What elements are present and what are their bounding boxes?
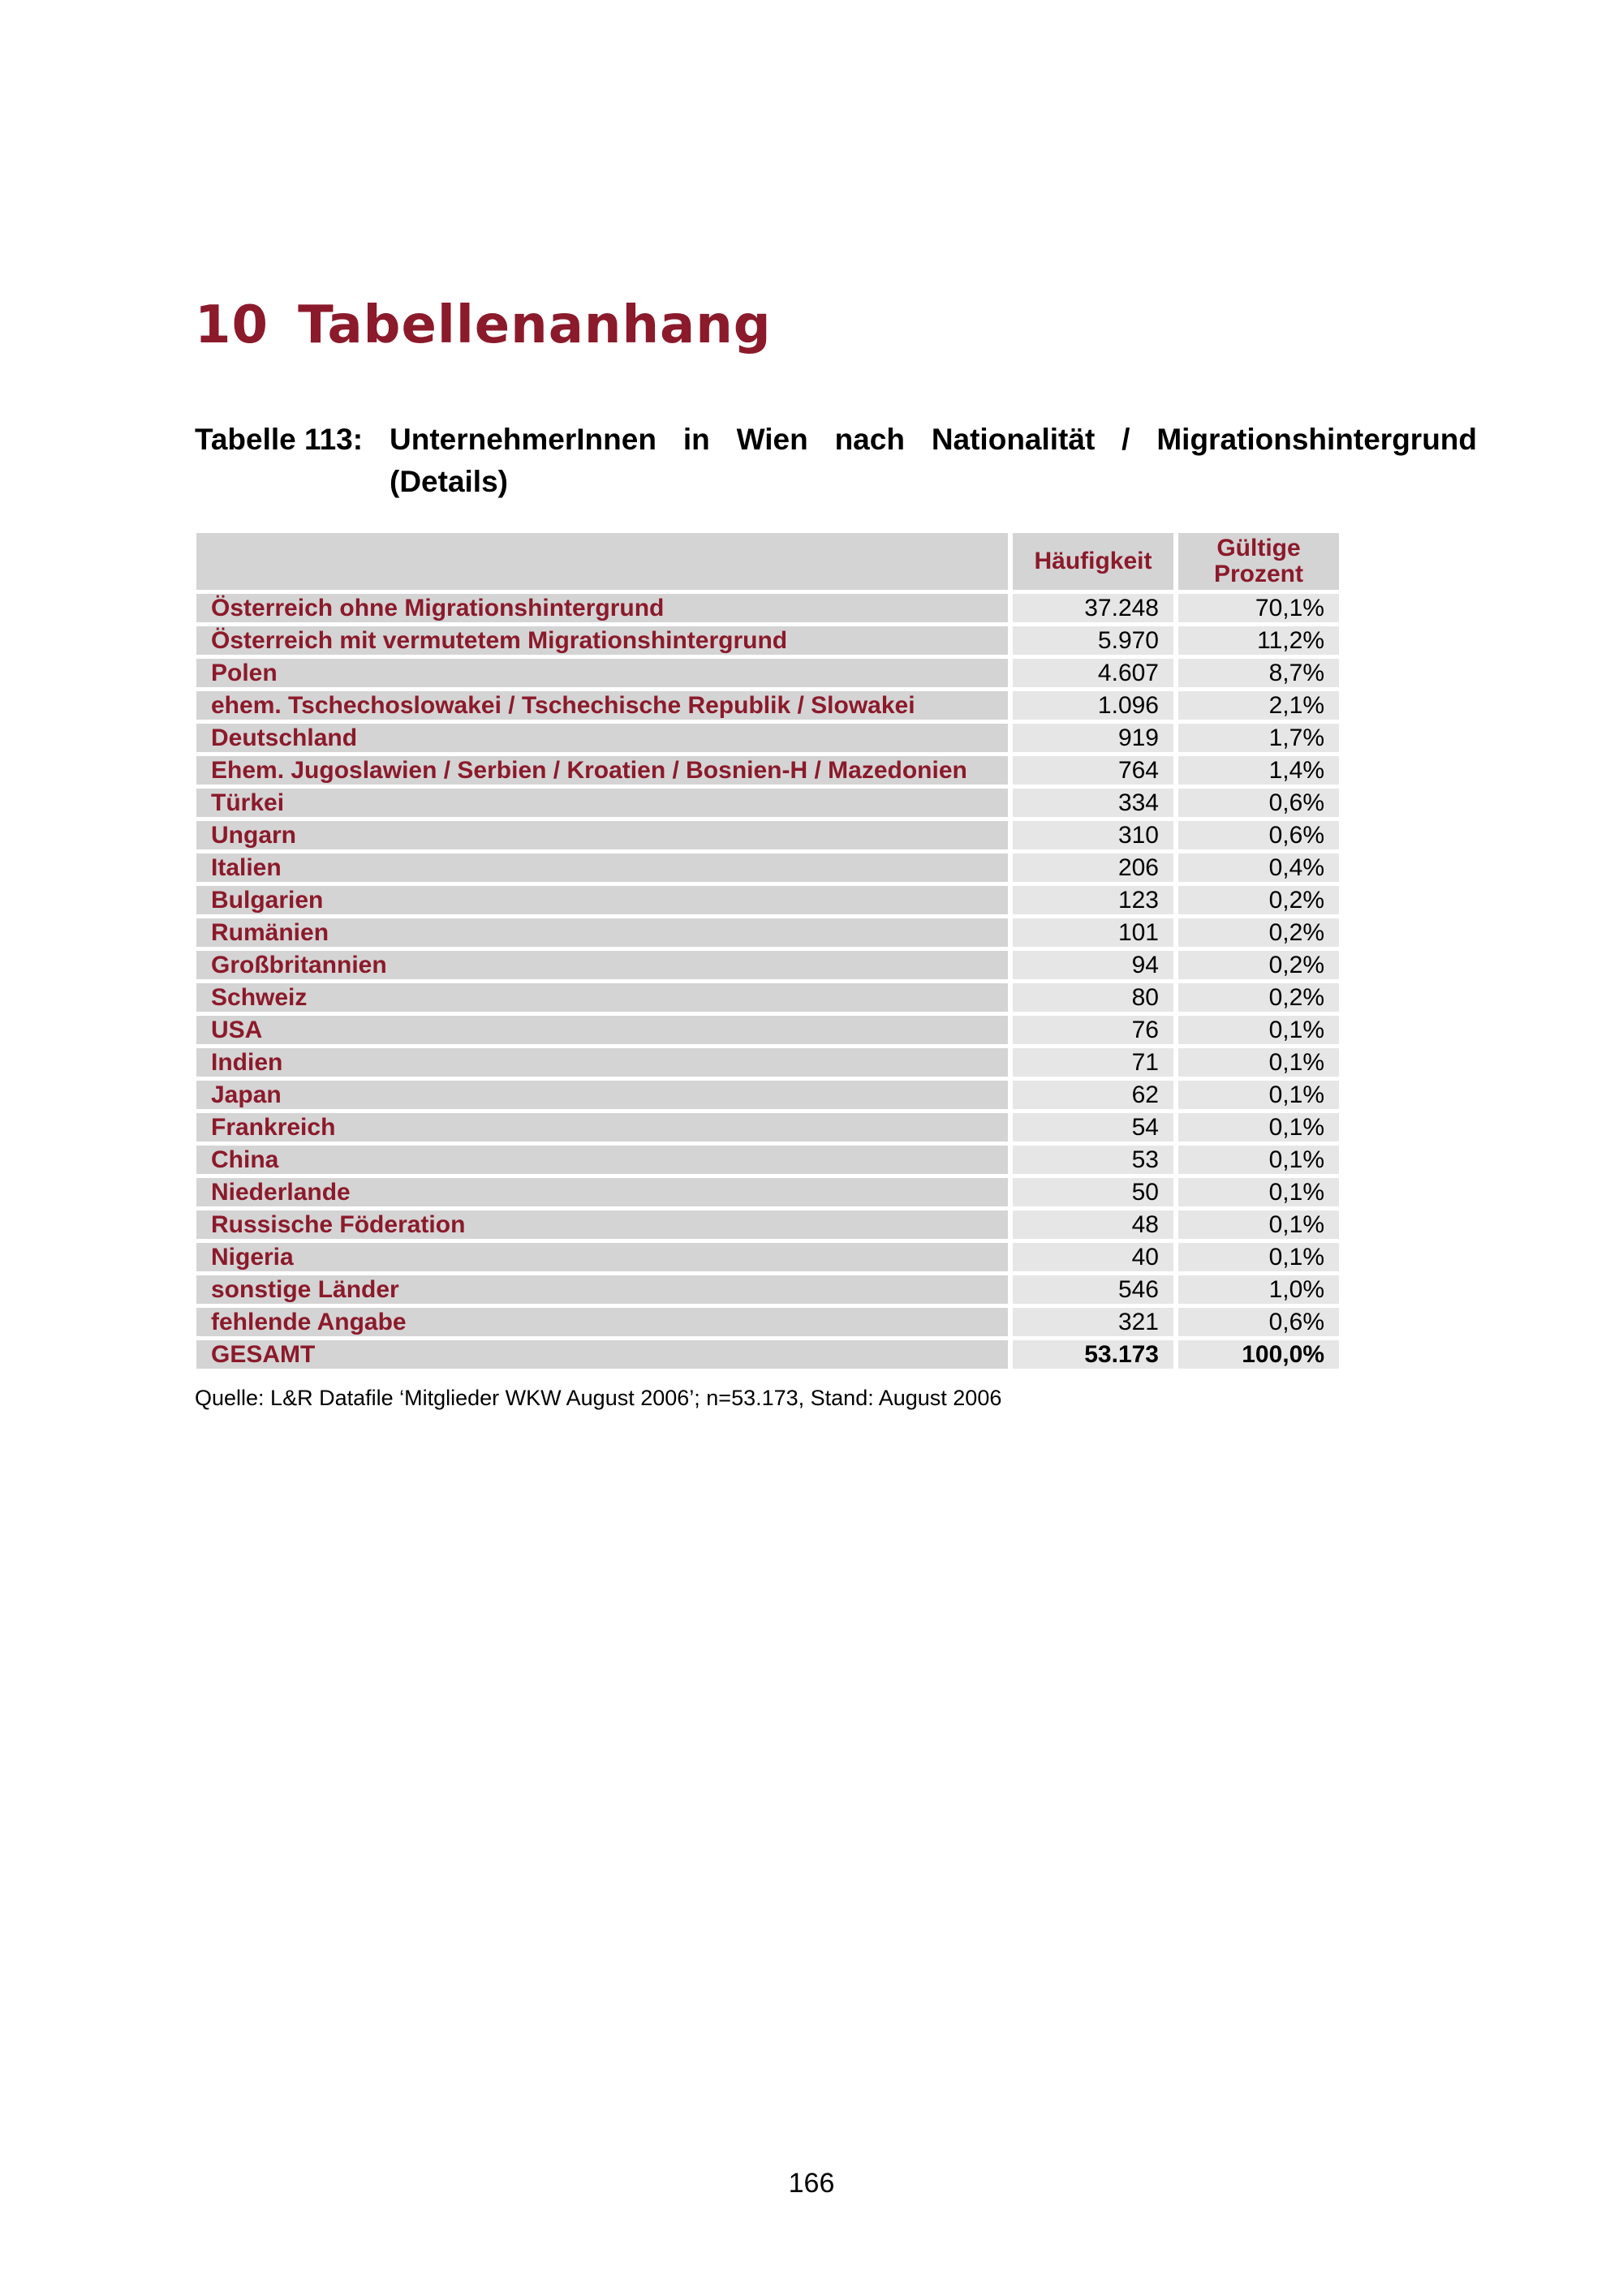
header-percent-line2: Prozent xyxy=(1213,561,1303,587)
row-percent: 70,1% xyxy=(1178,594,1339,622)
table-row xyxy=(196,659,1339,687)
header-frequency: Häufigkeit xyxy=(1013,533,1173,590)
header-percent-line1: Gültige xyxy=(1216,535,1301,561)
table-row xyxy=(196,918,1339,947)
row-label: fehlende Angabe xyxy=(196,1308,1008,1336)
row-frequency: 54 xyxy=(1013,1113,1173,1142)
row-label: Bulgarien xyxy=(196,886,1008,914)
row-percent: 0,2% xyxy=(1178,886,1339,914)
row-label: China xyxy=(196,1146,1008,1174)
row-frequency: 321 xyxy=(1013,1308,1173,1336)
table-row xyxy=(196,789,1339,817)
row-percent: 0,1% xyxy=(1178,1081,1339,1109)
table-row xyxy=(196,1081,1339,1109)
table-caption-text: UnternehmerInnen in Wien nach Nationalität / Migrationshintergrund (Details) xyxy=(390,423,1477,498)
table-row xyxy=(196,886,1339,914)
table-row xyxy=(196,1048,1339,1077)
table-row xyxy=(196,1340,1339,1369)
row-label: USA xyxy=(196,1016,1008,1044)
row-label: Japan xyxy=(196,1081,1008,1109)
row-label: Italien xyxy=(196,853,1008,882)
row-frequency: 62 xyxy=(1013,1081,1173,1109)
row-label: Niederlande xyxy=(196,1178,1008,1206)
row-frequency: 310 xyxy=(1013,821,1173,849)
row-percent: 1,4% xyxy=(1178,756,1339,785)
table-caption-label: Tabelle 113: xyxy=(195,423,364,456)
table-row xyxy=(196,724,1339,752)
row-percent: 0,1% xyxy=(1178,1048,1339,1077)
row-frequency: 123 xyxy=(1013,886,1173,914)
table-row xyxy=(196,853,1339,882)
row-percent: 100,0% xyxy=(1178,1340,1339,1369)
table-row xyxy=(196,1210,1339,1239)
row-frequency: 334 xyxy=(1013,789,1173,817)
row-frequency: 5.970 xyxy=(1013,626,1173,655)
table-row xyxy=(196,626,1339,655)
row-percent: 0,1% xyxy=(1178,1243,1339,1271)
row-label: Ungarn xyxy=(196,821,1008,849)
data-table xyxy=(192,529,1344,1373)
row-label: Polen xyxy=(196,659,1008,687)
table-row xyxy=(196,756,1339,785)
row-label: Ehem. Jugoslawien / Serbien / Kroatien / Bosnien-H / Mazedonien xyxy=(196,756,1008,785)
row-label: Österreich mit vermutetem Migrationshintergrund xyxy=(196,626,1008,655)
row-frequency: 94 xyxy=(1013,951,1173,979)
table-row xyxy=(196,951,1339,979)
row-percent: 0,1% xyxy=(1178,1210,1339,1239)
chapter-number: 10 xyxy=(195,295,269,355)
row-percent: 0,6% xyxy=(1178,821,1339,849)
row-percent: 11,2% xyxy=(1178,626,1339,655)
row-frequency: 80 xyxy=(1013,983,1173,1012)
row-percent: 0,6% xyxy=(1178,789,1339,817)
row-frequency: 4.607 xyxy=(1013,659,1173,687)
row-label: Nigeria xyxy=(196,1243,1008,1271)
row-label: sonstige Länder xyxy=(196,1275,1008,1304)
header-percent xyxy=(1178,533,1339,590)
table-row xyxy=(196,1243,1339,1271)
row-frequency: 764 xyxy=(1013,756,1173,785)
table-row xyxy=(196,1308,1339,1336)
row-label: Indien xyxy=(196,1048,1008,1077)
row-frequency: 53 xyxy=(1013,1146,1173,1174)
table-row xyxy=(196,821,1339,849)
row-label: Großbritannien xyxy=(196,951,1008,979)
row-percent: 0,2% xyxy=(1178,951,1339,979)
row-percent: 1,0% xyxy=(1178,1275,1339,1304)
table-row xyxy=(196,1113,1339,1142)
row-frequency: 1.096 xyxy=(1013,691,1173,720)
row-label: Russische Föderation xyxy=(196,1210,1008,1239)
row-label: Türkei xyxy=(196,789,1008,817)
row-frequency: 71 xyxy=(1013,1048,1173,1077)
row-percent: 0,1% xyxy=(1178,1016,1339,1044)
row-percent: 8,7% xyxy=(1178,659,1339,687)
source-note: Quelle: L&R Datafile ‘Mitglieder WKW August 2006’; n=53.173, Stand: August 2006 xyxy=(195,1386,1002,1410)
table-row xyxy=(196,1016,1339,1044)
table-row xyxy=(196,594,1339,622)
row-percent: 1,7% xyxy=(1178,724,1339,752)
row-percent: 0,2% xyxy=(1178,918,1339,947)
row-percent: 0,4% xyxy=(1178,853,1339,882)
row-frequency: 919 xyxy=(1013,724,1173,752)
row-frequency: 48 xyxy=(1013,1210,1173,1239)
page-number: 166 xyxy=(788,2168,835,2199)
chapter-title-text: Tabellenanhang xyxy=(298,295,772,355)
row-percent: 0,1% xyxy=(1178,1178,1339,1206)
table-row xyxy=(196,691,1339,720)
table-row xyxy=(196,1275,1339,1304)
row-percent: 2,1% xyxy=(1178,691,1339,720)
row-label: ehem. Tschechoslowakei / Tschechische Republik / Slowakei xyxy=(196,691,1008,720)
row-label: Deutschland xyxy=(196,724,1008,752)
row-label: GESAMT xyxy=(196,1340,1008,1369)
row-label: Schweiz xyxy=(196,983,1008,1012)
table-row xyxy=(196,1146,1339,1174)
row-label: Rumänien xyxy=(196,918,1008,947)
table-header-row xyxy=(196,533,1339,590)
row-percent: 0,1% xyxy=(1178,1113,1339,1142)
header-label xyxy=(196,533,1008,590)
row-percent: 0,6% xyxy=(1178,1308,1339,1336)
row-frequency: 53.173 xyxy=(1013,1340,1173,1369)
row-frequency: 546 xyxy=(1013,1275,1173,1304)
table-row xyxy=(196,983,1339,1012)
table-body xyxy=(196,594,1339,1369)
row-frequency: 76 xyxy=(1013,1016,1173,1044)
row-frequency: 50 xyxy=(1013,1178,1173,1206)
row-percent: 0,2% xyxy=(1178,983,1339,1012)
row-label: Österreich ohne Migrationshintergrund xyxy=(196,594,1008,622)
row-label: Frankreich xyxy=(196,1113,1008,1142)
table-row xyxy=(196,1178,1339,1206)
row-frequency: 37.248 xyxy=(1013,594,1173,622)
row-percent: 0,1% xyxy=(1178,1146,1339,1174)
row-frequency: 206 xyxy=(1013,853,1173,882)
row-frequency: 101 xyxy=(1013,918,1173,947)
chapter-title xyxy=(195,295,772,355)
row-frequency: 40 xyxy=(1013,1243,1173,1271)
